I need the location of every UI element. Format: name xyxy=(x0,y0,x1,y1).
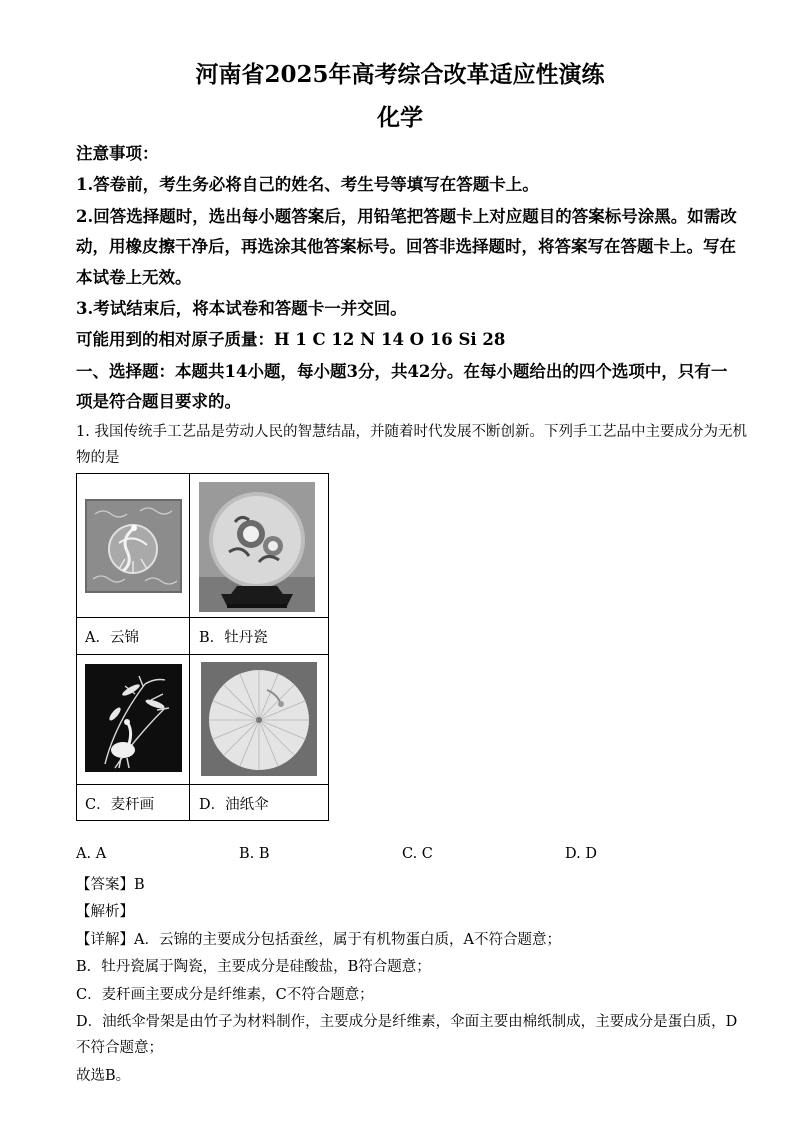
notice-item: 本试卷上无效。 xyxy=(76,268,192,287)
exam-title: 河南省2025年高考综合改革适应性演练 xyxy=(195,61,605,88)
analysis-label: 【解析】 xyxy=(76,904,134,920)
subject-title: 化学 xyxy=(377,104,423,131)
caption-d: D．油纸伞 xyxy=(199,797,269,813)
option-a[interactable]: A. A xyxy=(76,846,107,862)
solution-line: C．麦秆画主要成分是纤维素，C不符合题意； xyxy=(76,987,374,1003)
notice-item: 3.考试结束后，将本试卷和答题卡一并交回。 xyxy=(76,299,407,318)
cloud-brocade-image xyxy=(85,499,182,593)
solution-line: D．油纸伞骨架是由竹子为材料制作，主要成分是纤维素，伞面主要由棉纸制成，主要成分是蛋白质，D xyxy=(76,1014,738,1030)
section-heading: 一、选择题：本题共14小题，每小题3分，共42分。在每小题给出的四个选项中，只有一 xyxy=(76,362,728,381)
table-divider xyxy=(189,474,190,820)
caption-b: B．牡丹瓷 xyxy=(199,630,268,646)
caption-c: C．麦秆画 xyxy=(85,797,155,813)
solution-line: B．牡丹瓷属于陶瓷，主要成分是硅酸盐，B符合题意； xyxy=(76,959,431,975)
solution-line: 【详解】A．云锦的主要成分包括蚕丝，属于有机物蛋白质，A不符合题意； xyxy=(76,932,561,948)
caption-a: A．云锦 xyxy=(85,630,139,646)
table-divider xyxy=(77,784,328,785)
notice-item: 1.答卷前，考生务必将自己的姓名、考生号等填写在答题卡上。 xyxy=(76,175,539,194)
section-heading-cont: 项是符合题目要求的。 xyxy=(76,392,241,411)
option-d[interactable]: D. D xyxy=(565,846,597,862)
answer-label: 【答案】B xyxy=(76,877,145,893)
question-stem: 1. 我国传统手工艺品是劳动人民的智慧结晶，并随着时代发展不断创新。下列手工艺品中主要成分为无机 xyxy=(76,424,747,440)
oil-paper-umbrella-image xyxy=(201,662,317,776)
straw-painting-image xyxy=(85,664,182,772)
atomic-masses: 可能用到的相对原子质量：H 1 C 12 N 14 O 16 Si 28 xyxy=(76,330,506,349)
choice-table xyxy=(76,473,329,821)
solution-conclusion: 故选B。 xyxy=(76,1068,131,1084)
option-b[interactable]: B. B xyxy=(239,846,270,862)
question-stem-cont: 物的是 xyxy=(76,450,120,466)
solution-line: 不符合题意； xyxy=(76,1040,163,1056)
peony-porcelain-image xyxy=(199,482,315,612)
notice-heading: 注意事项： xyxy=(76,144,159,163)
option-c[interactable]: C. C xyxy=(402,846,433,862)
table-divider xyxy=(77,617,328,618)
notice-item: 2.回答选择题时，选出每小题答案后，用铅笔把答题卡上对应题目的答案标号涂黑。如需改 xyxy=(76,207,737,226)
table-divider xyxy=(77,654,328,655)
notice-item: 动，用橡皮擦干净后，再选涂其他答案标号。回答非选择题时，将答案写在答题卡上。写在 xyxy=(76,237,736,256)
